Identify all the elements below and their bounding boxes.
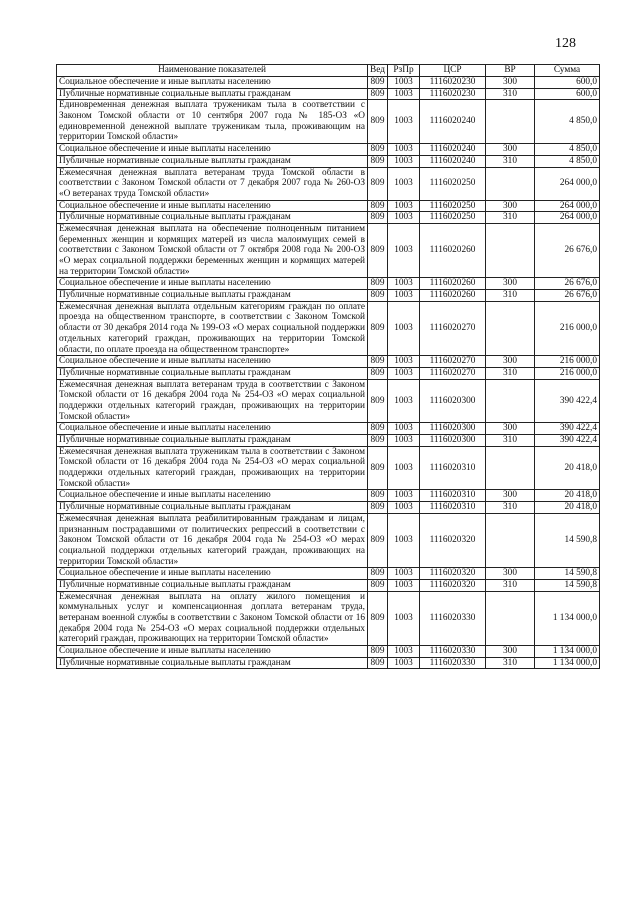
cell-rzpr: 1003	[388, 77, 420, 89]
cell-name: Публичные нормативные социальные выплаты гражданам	[57, 212, 368, 224]
cell-rzpr: 1003	[388, 356, 420, 368]
cell-vr	[486, 379, 535, 423]
column-header-ved: Вед	[368, 65, 388, 77]
cell-rzpr: 1003	[388, 646, 420, 658]
cell-csr: 1116020240	[420, 144, 486, 156]
cell-name: Социальное обеспечение и иные выплаты населению	[57, 356, 368, 368]
cell-ved: 809	[368, 657, 388, 669]
cell-rzpr: 1003	[388, 223, 420, 277]
cell-rzpr: 1003	[388, 435, 420, 447]
cell-rzpr: 1003	[388, 167, 420, 200]
cell-vr: 300	[486, 77, 535, 89]
cell-name: Социальное обеспечение и иные выплаты населению	[57, 200, 368, 212]
cell-ved: 809	[368, 568, 388, 580]
cell-vr: 300	[486, 490, 535, 502]
cell-sum: 216 000,0	[535, 301, 600, 355]
cell-sum: 1 134 000,0	[535, 657, 600, 669]
cell-csr: 1116020270	[420, 356, 486, 368]
cell-ved: 809	[368, 379, 388, 423]
cell-sum: 4 850,0	[535, 100, 600, 144]
cell-vr: 300	[486, 423, 535, 435]
cell-rzpr: 1003	[388, 200, 420, 212]
table-row	[57, 579, 600, 591]
cell-vr: 300	[486, 144, 535, 156]
page-number: 128	[555, 36, 576, 51]
table-row	[57, 301, 600, 355]
column-header-rzpr: РзПр	[388, 65, 420, 77]
cell-rzpr: 1003	[388, 379, 420, 423]
cell-sum: 20 418,0	[535, 446, 600, 490]
cell-name: Социальное обеспечение и иные выплаты населению	[57, 278, 368, 290]
cell-csr: 1116020310	[420, 446, 486, 490]
table-row	[57, 446, 600, 490]
table-row	[57, 167, 600, 200]
cell-name: Публичные нормативные социальные выплаты гражданам	[57, 88, 368, 100]
table-row	[57, 88, 600, 100]
cell-rzpr: 1003	[388, 568, 420, 580]
table-row	[57, 212, 600, 224]
table-row	[57, 490, 600, 502]
table-row	[57, 278, 600, 290]
cell-ved: 809	[368, 579, 388, 591]
cell-csr: 1116020260	[420, 278, 486, 290]
cell-name: Ежемесячная денежная выплата на обеспечение полноценным питанием беременных женщин и кормящих матерей из числа малоимущих семей в соответствии с Законом Томской области от 7 октября 2008 года № 200-ОЗ «О мерах социальной поддержки беременных женщин и кормящих матерей на территории Томской области»	[57, 223, 368, 277]
cell-rzpr: 1003	[388, 88, 420, 100]
cell-csr: 1116020230	[420, 77, 486, 89]
table-row	[57, 290, 600, 302]
cell-name: Социальное обеспечение и иные выплаты населению	[57, 423, 368, 435]
cell-rzpr: 1003	[388, 155, 420, 167]
cell-sum: 20 418,0	[535, 502, 600, 514]
cell-csr: 1116020330	[420, 657, 486, 669]
cell-vr: 300	[486, 200, 535, 212]
cell-vr	[486, 591, 535, 645]
cell-sum: 264 000,0	[535, 212, 600, 224]
cell-rzpr: 1003	[388, 513, 420, 567]
cell-sum: 390 422,4	[535, 423, 600, 435]
cell-vr: 310	[486, 435, 535, 447]
table-row	[57, 367, 600, 379]
cell-name: Публичные нормативные социальные выплаты гражданам	[57, 290, 368, 302]
cell-ved: 809	[368, 513, 388, 567]
cell-name: Публичные нормативные социальные выплаты гражданам	[57, 367, 368, 379]
table-row	[57, 646, 600, 658]
table-row	[57, 77, 600, 89]
cell-csr: 1116020300	[420, 379, 486, 423]
cell-rzpr: 1003	[388, 657, 420, 669]
cell-ved: 809	[368, 367, 388, 379]
cell-vr	[486, 513, 535, 567]
cell-csr: 1116020230	[420, 88, 486, 100]
cell-csr: 1116020300	[420, 423, 486, 435]
cell-name: Публичные нормативные социальные выплаты гражданам	[57, 579, 368, 591]
cell-sum: 390 422,4	[535, 379, 600, 423]
cell-sum: 390 422,4	[535, 435, 600, 447]
table-row	[57, 423, 600, 435]
cell-ved: 809	[368, 356, 388, 368]
cell-vr: 300	[486, 278, 535, 290]
cell-sum: 14 590,8	[535, 513, 600, 567]
cell-vr: 310	[486, 367, 535, 379]
cell-ved: 809	[368, 200, 388, 212]
cell-vr: 300	[486, 568, 535, 580]
table-row	[57, 223, 600, 277]
cell-csr: 1116020250	[420, 200, 486, 212]
cell-ved: 809	[368, 646, 388, 658]
cell-sum: 600,0	[535, 77, 600, 89]
cell-vr: 310	[486, 290, 535, 302]
cell-ved: 809	[368, 167, 388, 200]
cell-name: Социальное обеспечение и иные выплаты населению	[57, 77, 368, 89]
cell-vr: 310	[486, 579, 535, 591]
cell-sum: 26 676,0	[535, 290, 600, 302]
cell-csr: 1116020300	[420, 435, 486, 447]
cell-sum: 264 000,0	[535, 167, 600, 200]
cell-csr: 1116020310	[420, 490, 486, 502]
table-row	[57, 144, 600, 156]
cell-ved: 809	[368, 212, 388, 224]
cell-csr: 1116020260	[420, 223, 486, 277]
budget-table	[56, 64, 600, 669]
cell-vr	[486, 167, 535, 200]
cell-csr: 1116020240	[420, 100, 486, 144]
cell-sum: 1 134 000,0	[535, 591, 600, 645]
cell-vr: 310	[486, 88, 535, 100]
cell-ved: 809	[368, 591, 388, 645]
cell-sum: 20 418,0	[535, 490, 600, 502]
cell-ved: 809	[368, 77, 388, 89]
cell-rzpr: 1003	[388, 446, 420, 490]
cell-rzpr: 1003	[388, 278, 420, 290]
cell-sum: 264 000,0	[535, 200, 600, 212]
cell-sum: 600,0	[535, 88, 600, 100]
cell-rzpr: 1003	[388, 591, 420, 645]
cell-rzpr: 1003	[388, 579, 420, 591]
cell-ved: 809	[368, 423, 388, 435]
cell-csr: 1116020320	[420, 568, 486, 580]
cell-sum: 4 850,0	[535, 144, 600, 156]
cell-rzpr: 1003	[388, 144, 420, 156]
table-row	[57, 200, 600, 212]
cell-name: Публичные нормативные социальные выплаты гражданам	[57, 435, 368, 447]
cell-csr: 1116020330	[420, 591, 486, 645]
table-row	[57, 591, 600, 645]
cell-sum: 26 676,0	[535, 278, 600, 290]
cell-sum: 26 676,0	[535, 223, 600, 277]
cell-rzpr: 1003	[388, 367, 420, 379]
cell-sum: 216 000,0	[535, 367, 600, 379]
cell-csr: 1116020240	[420, 155, 486, 167]
cell-csr: 1116020320	[420, 513, 486, 567]
cell-csr: 1116020270	[420, 367, 486, 379]
cell-ved: 809	[368, 490, 388, 502]
cell-name: Ежемесячная денежная выплата реабилитированным гражданам и лицам, признанным пострадавшими от политических репрессий в соответствии с Законом Томской области от 16 декабря 2004 года № 254-ОЗ «О мерах социальной поддержки отдельных категорий граждан, проживающих на территории Томской области»	[57, 513, 368, 567]
cell-vr: 300	[486, 646, 535, 658]
cell-name: Ежемесячная денежная выплата труженикам тыла в соответствии с Законом Томской области от 16 декабря 2004 года № 254-ОЗ «О мерах социальной поддержки отдельных категорий граждан, проживающих на территории Томской области»	[57, 446, 368, 490]
column-header-name: Наименование показателей	[57, 65, 368, 77]
cell-rzpr: 1003	[388, 502, 420, 514]
cell-vr: 300	[486, 356, 535, 368]
cell-name: Ежемесячная денежная выплата отдельным категориям граждан по оплате проезда на общественном транспорте, в соответствии с Законом Томской области от 30 декабря 2014 года № 199-ОЗ «О мерах социальной поддержки отдельных категорий граждан, проживающих на территории Томской области, по оплате проезда на общественном транспорте»	[57, 301, 368, 355]
table-header-row	[57, 65, 600, 77]
table-row	[57, 356, 600, 368]
cell-sum: 4 850,0	[535, 155, 600, 167]
table-row	[57, 657, 600, 669]
cell-name: Публичные нормативные социальные выплаты гражданам	[57, 155, 368, 167]
cell-rzpr: 1003	[388, 100, 420, 144]
cell-ved: 809	[368, 502, 388, 514]
table-row	[57, 435, 600, 447]
cell-rzpr: 1003	[388, 423, 420, 435]
cell-ved: 809	[368, 290, 388, 302]
table-row	[57, 568, 600, 580]
cell-sum: 1 134 000,0	[535, 646, 600, 658]
cell-name: Ежемесячная денежная выплата ветеранам труда в соответствии с Законом Томской области от 16 декабря 2004 года № 254-ОЗ «О мерах социальной поддержки отдельных категорий граждан, проживающих на территории Томской области»	[57, 379, 368, 423]
cell-rzpr: 1003	[388, 490, 420, 502]
cell-ved: 809	[368, 155, 388, 167]
cell-csr: 1116020250	[420, 212, 486, 224]
table-row	[57, 502, 600, 514]
cell-ved: 809	[368, 435, 388, 447]
cell-ved: 809	[368, 88, 388, 100]
table-row	[57, 513, 600, 567]
cell-vr	[486, 223, 535, 277]
cell-sum: 216 000,0	[535, 356, 600, 368]
cell-name: Публичные нормативные социальные выплаты гражданам	[57, 502, 368, 514]
cell-ved: 809	[368, 278, 388, 290]
cell-sum: 14 590,8	[535, 579, 600, 591]
table-row	[57, 379, 600, 423]
cell-name: Социальное обеспечение и иные выплаты населению	[57, 144, 368, 156]
cell-csr: 1116020270	[420, 301, 486, 355]
column-header-vr: ВР	[486, 65, 535, 77]
table-row	[57, 100, 600, 144]
cell-name: Ежемесячная денежная выплата на оплату жилого помещения и коммунальных услуг и компенсационная доплата ветеранам труда, ветеранам военной службы в соответствии с Законом Томской области от 16 декабря 2004 года № 254-ОЗ «О мерах социальной поддержки отдельных категорий граждан, проживающих на территории Томской области»	[57, 591, 368, 645]
cell-vr: 310	[486, 155, 535, 167]
cell-vr: 310	[486, 212, 535, 224]
cell-csr: 1116020310	[420, 502, 486, 514]
cell-rzpr: 1003	[388, 301, 420, 355]
column-header-csr: ЦСР	[420, 65, 486, 77]
cell-vr	[486, 100, 535, 144]
cell-name: Социальное обеспечение и иные выплаты населению	[57, 646, 368, 658]
cell-vr: 310	[486, 657, 535, 669]
cell-name: Единовременная денежная выплата труженикам тыла в соответствии с Законом Томской области от 10 сентября 2007 года № 185-ОЗ «О единовременной денежной выплате труженикам тыла, проживающим на территории Томской области»	[57, 100, 368, 144]
cell-csr: 1116020320	[420, 579, 486, 591]
cell-name: Ежемесячная денежная выплата ветеранам труда Томской области в соответствии с Законом Томской области от 7 декабря 2007 года № 260-ОЗ «О ветеранах труда Томской области»	[57, 167, 368, 200]
column-header-sum: Сумма	[535, 65, 600, 77]
cell-csr: 1116020250	[420, 167, 486, 200]
cell-rzpr: 1003	[388, 290, 420, 302]
cell-sum: 14 590,8	[535, 568, 600, 580]
cell-vr: 310	[486, 502, 535, 514]
cell-ved: 809	[368, 301, 388, 355]
cell-vr	[486, 301, 535, 355]
cell-ved: 809	[368, 446, 388, 490]
cell-ved: 809	[368, 100, 388, 144]
cell-name: Публичные нормативные социальные выплаты гражданам	[57, 657, 368, 669]
cell-csr: 1116020330	[420, 646, 486, 658]
cell-name: Социальное обеспечение и иные выплаты населению	[57, 568, 368, 580]
cell-ved: 809	[368, 223, 388, 277]
cell-ved: 809	[368, 144, 388, 156]
table-body	[57, 77, 600, 669]
cell-csr: 1116020260	[420, 290, 486, 302]
cell-name: Социальное обеспечение и иные выплаты населению	[57, 490, 368, 502]
cell-rzpr: 1003	[388, 212, 420, 224]
table-row	[57, 155, 600, 167]
cell-vr	[486, 446, 535, 490]
